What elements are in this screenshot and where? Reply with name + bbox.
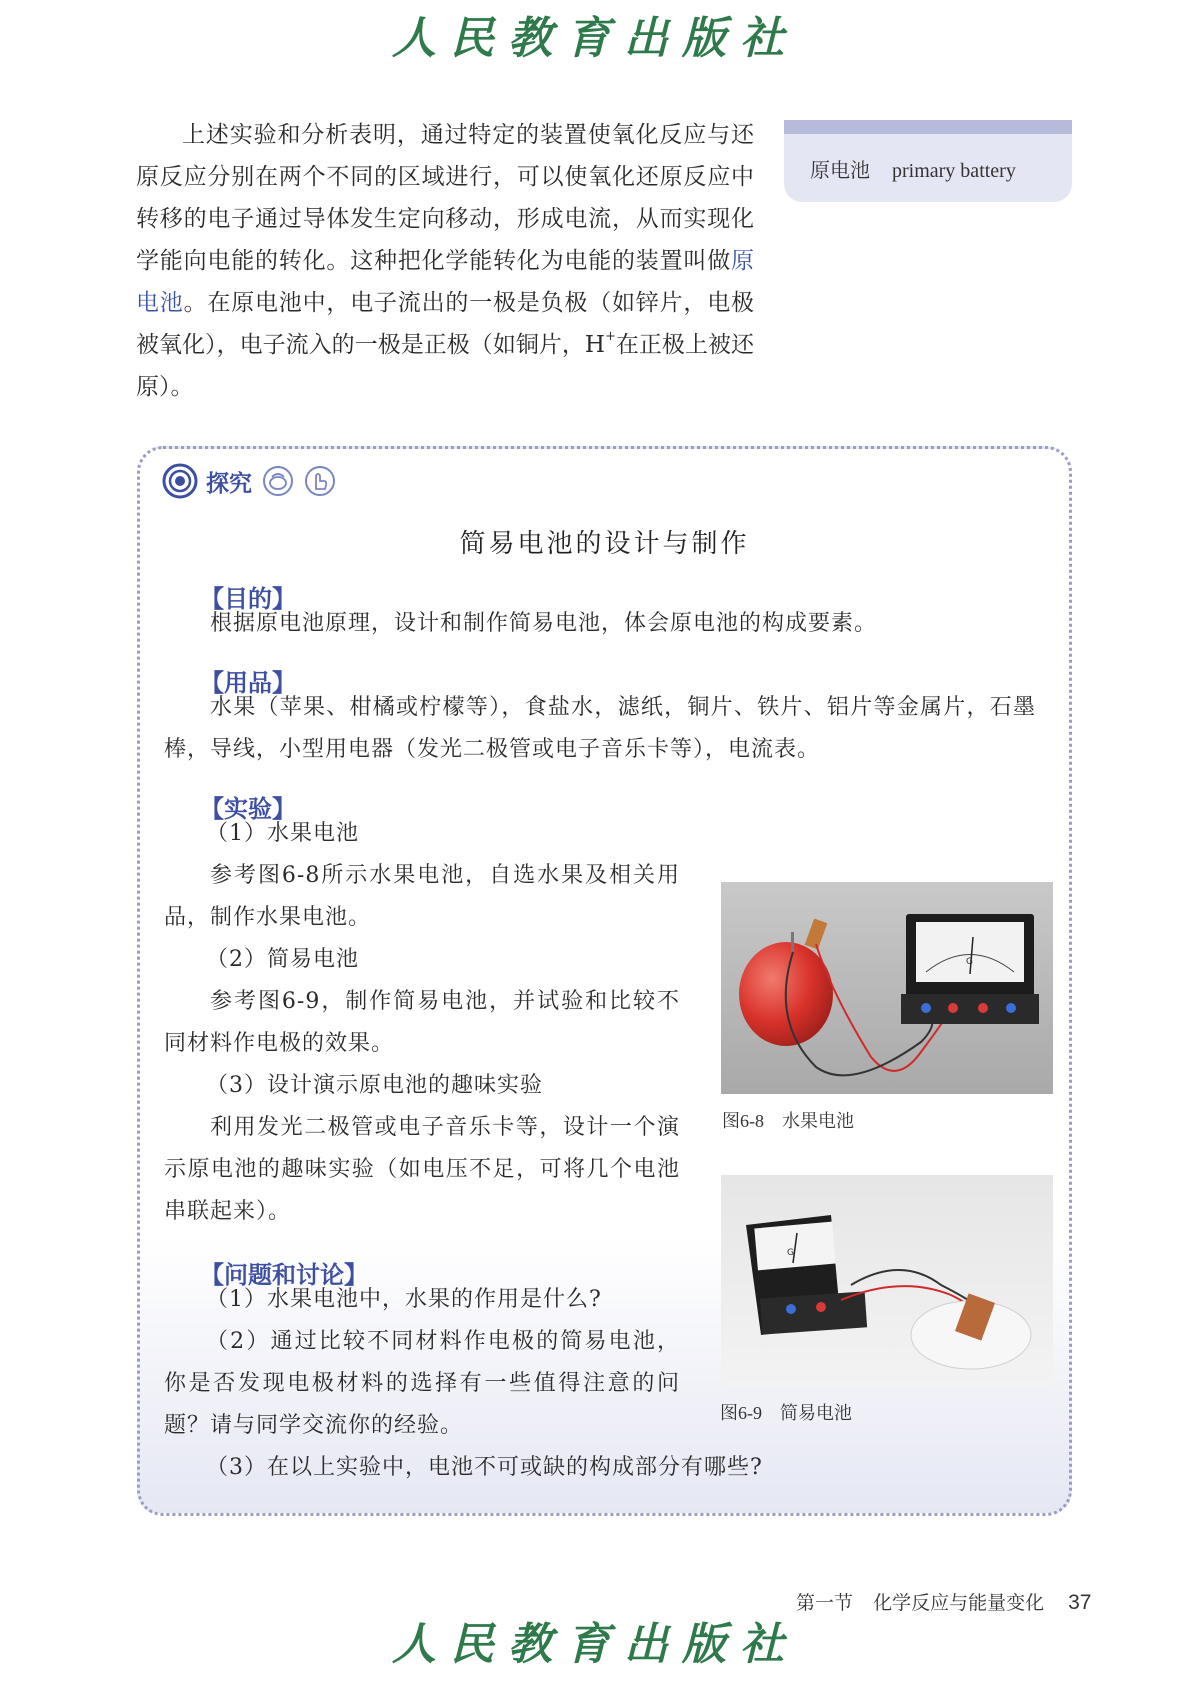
intro-text-3: 在正极上被还原）。 (136, 332, 754, 400)
exp2-text: 参考图6-9，制作简易电池，并试验和比较不同材料作电极的效果。 (164, 989, 680, 1056)
superscript-plus: + (604, 329, 616, 344)
fig-6-9-label: 简易电池 (780, 1403, 852, 1423)
fig-6-8-number: 图6-8 (722, 1111, 764, 1131)
section-discussion: 【问题和讨论】 (200, 1261, 368, 1289)
exp1-title: （1）水果电池 (206, 821, 359, 846)
meter-letter-2: G (787, 1248, 794, 1258)
brain-icon (262, 465, 294, 497)
section-experiment: 【实验】 (200, 795, 296, 823)
fig-6-9-caption (720, 1399, 852, 1425)
section-materials: 【用品】 (200, 669, 296, 697)
meter-letter-1: G (966, 957, 973, 967)
intro-text-1: 上述实验和分析表明，通过特定的装置使氧化反应与还原反应分别在两个不同的区域进行，可以使氧化还原反应中转移的电子通过导体发生定向移动，形成电流，从而实现化学能向电能的转化。这种把化学能转化为电能的装置叫做 (136, 122, 754, 274)
glossary-box (784, 120, 1072, 202)
publisher-header: 人民教育出版社 (392, 13, 798, 64)
simple-battery-photo (721, 1175, 1053, 1387)
fig-6-8-caption (722, 1107, 854, 1133)
exp3-text: 利用发光二极管或电子音乐卡等，设计一个演示原电池的趣味实验（如电压不足，可将几个电池串联起来）。 (164, 1115, 680, 1224)
purpose-text: 根据原电池原理，设计和制作简易电池，体会原电池的构成要素。 (210, 611, 878, 636)
fig-6-9-number: 图6-9 (720, 1403, 762, 1423)
glossary-en: primary battery (892, 160, 1016, 182)
exp2-title: （2）简易电池 (206, 947, 359, 972)
explore-header (162, 463, 336, 499)
section-purpose: 【目的】 (200, 585, 296, 613)
glossary-top-bar (784, 120, 1072, 134)
question-3: （3）在以上实验中，电池不可或缺的构成部分有哪些? (206, 1455, 763, 1480)
glossary-entry (784, 134, 1072, 183)
explore-title: 简易电池的设计与制作 (459, 529, 750, 559)
page-number: 37 (1068, 1591, 1092, 1614)
term-primary-battery: 原电池 (136, 248, 754, 316)
target-icon (162, 463, 198, 499)
exp1-text: 参考图6-8所示水果电池，自选水果及相关用品，制作水果电池。 (164, 863, 680, 930)
question-1: （1）水果电池中，水果的作用是什么? (206, 1287, 602, 1312)
fig-6-8-label: 水果电池 (782, 1111, 854, 1131)
footer-chapter: 化学反应与能量变化 (873, 1592, 1045, 1614)
explore-box (137, 446, 1072, 1516)
question-2: （2）通过比较不同材料作电极的简易电池，你是否发现电极材料的选择有一些值得注意的问题？请与同学交流你的经验。 (164, 1329, 680, 1438)
glossary-zh: 原电池 (810, 158, 870, 182)
intro-text-2: 。在原电池中，电子流出的一极是负极（如锌片，电极被氧化），电子流入的一极是正极（如铜片，H (136, 290, 755, 358)
hand-icon (304, 465, 336, 497)
explore-label: 探究 (206, 470, 252, 497)
intro-paragraph (136, 114, 754, 408)
materials-text: 水果（苹果、柑橘或柠檬等），食盐水，滤纸，铜片、铁片、铝片等金属片，石墨棒，导线，小型用电器（发光二极管或电子音乐卡等），电流表。 (164, 695, 1036, 762)
fruit-battery-photo (721, 882, 1053, 1094)
footer-section: 第一节 (796, 1592, 854, 1614)
exp3-title: （3）设计演示原电池的趣味实验 (206, 1073, 543, 1098)
publisher-footer: 人民教育出版社 (392, 1619, 798, 1670)
